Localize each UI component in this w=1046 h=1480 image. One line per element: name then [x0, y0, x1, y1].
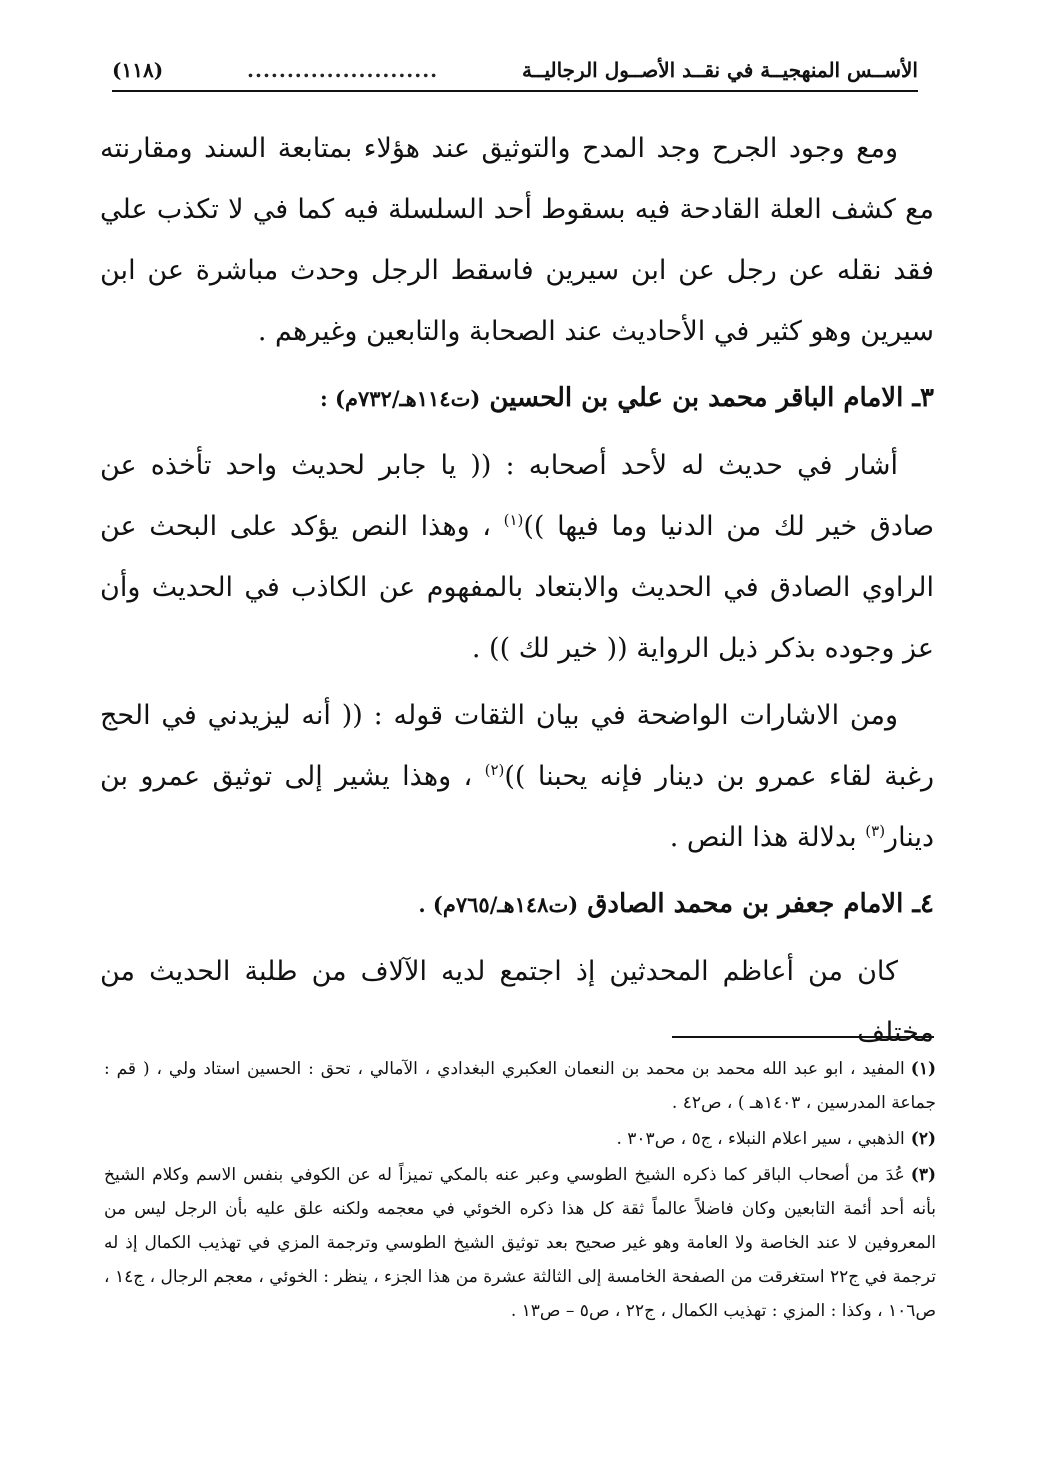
section-heading-4-dates: (ت١٤٨هـ/٧٦٥م) .	[418, 892, 579, 917]
paragraph-2-part-b: ، وهذا النص يؤكد على البحث عن الراوي الصادق في الحديث والابتعاد بالمفهوم عن الكاذب في الحديث وأن عز وجوده بذكر ذيل الرواية (( خير لك )) .	[100, 511, 934, 664]
footnote-2	[104, 1122, 936, 1156]
footnote-ref-2[interactable]: (٢)	[484, 761, 505, 779]
main-text	[100, 118, 934, 1069]
paragraph-3-part-a: ومن الاشارات الواضحة في بيان الثقات قوله : (( أنه ليزيدني في الحج رغبة لقاء عمرو بن دينار فإنه يحبنا ))	[100, 700, 934, 792]
footnote-divider	[672, 1036, 934, 1038]
footnote-1-number: (١)	[910, 1059, 936, 1079]
paragraph-3-part-b: ، وهذا يشير إلى توثيق عمرو بن دينار	[100, 761, 934, 853]
paragraph-4: كان من أعاظم المحدثين إذ اجتمع لديه الآلاف من طلبة الحديث من مختلف	[100, 956, 934, 1048]
footnote-2-text: الذهبي ، سير اعلام النبلاء ، ج٥ ، ص٣٠٣ .	[616, 1129, 905, 1149]
paragraph-3-part-c: بدلالة هذا النص .	[669, 822, 866, 853]
footnote-1	[104, 1052, 936, 1120]
running-header-title: الأســس المنهجيــة في نقــد الأصــول الرجاليــة	[522, 58, 918, 82]
footnote-1-text: المفيد ، ابو عبد الله محمد بن محمد بن النعمان العكبري البغدادي ، الآمالي ، تحق : الحسين استاد ولي ، ( قم : جماعة المدرسين ، ١٤٠٣هـ ) ، ص٤٢ .	[104, 1059, 936, 1113]
section-heading-3	[100, 368, 934, 429]
running-header	[112, 50, 918, 92]
page-number: (١١٨)	[112, 58, 164, 82]
footnote-3	[104, 1158, 936, 1328]
footnote-3-number: (٣)	[910, 1165, 936, 1185]
paragraph-1: ومع وجود الجرح وجد المدح والتوثيق عند هؤلاء بمتابعة السند ومقارنته مع كشف العلة القادحة فيه بسقوط أحد السلسلة فيه كما في لا تكذب علي فقد نقله عن رجل عن ابن سيرين فاسقط الرجل وحدث مباشرة عن ابن سيرين وهو كثير في الأحاديث عند الصحابة والتابعين وغيرهم .	[100, 133, 934, 347]
footnote-2-number: (٢)	[910, 1129, 936, 1149]
footnote-ref-1[interactable]: (١)	[503, 511, 524, 529]
paragraph-2	[100, 435, 934, 679]
paragraph-2-part-a: أشار في حديث له لأحد أصحابه : (( يا جابر لحديث واحد تأخذه عن صادق خير لك من الدنيا وما فيها ))	[100, 450, 934, 542]
section-heading-3-dates: (ت١١٤هـ/٧٣٢م) :	[319, 386, 481, 411]
section-heading-4	[100, 874, 934, 935]
paragraph-3	[100, 685, 934, 868]
footnote-ref-3[interactable]: (٣)	[865, 822, 886, 840]
section-heading-3-title: ٣ـ الامام الباقر محمد بن علي بن الحسين	[489, 383, 934, 413]
running-header-dots: ........................	[247, 58, 439, 82]
footnotes	[104, 1052, 936, 1330]
section-heading-4-title: ٤ـ الامام جعفر بن محمد الصادق	[587, 889, 934, 919]
footnote-3-text: عُدَ من أصحاب الباقر كما ذكره الشيخ الطوسي وعبر عنه بالمكي تميزاً له عن الكوفي بنفس الاسم وكلام الشيخ بأنه أحد أئمة التابعين وكان فاضلاً عالماً ثقة كل هذا ذكره الخوئي في معجمه ولكنه علق عليه بأن الرجل ليس من المعروفين لا عند الخاصة ولا العامة وهو غير صحيح بعد توثيق الشيخ الطوسي وترجمة المزي في تهذيب الكمال إذ له ترجمة في ج٢٢ استغرقت من الصفحة الخامسة إلى الثالثة عشرة من هذا الجزء ، ينظر : الخوئي ، معجم الرجال ، ج١٤ ، ص١٠٦ ، وكذا : المزي : تهذيب الكمال ، ج٢٢ ، ص٥ – ص١٣ .	[104, 1165, 937, 1321]
